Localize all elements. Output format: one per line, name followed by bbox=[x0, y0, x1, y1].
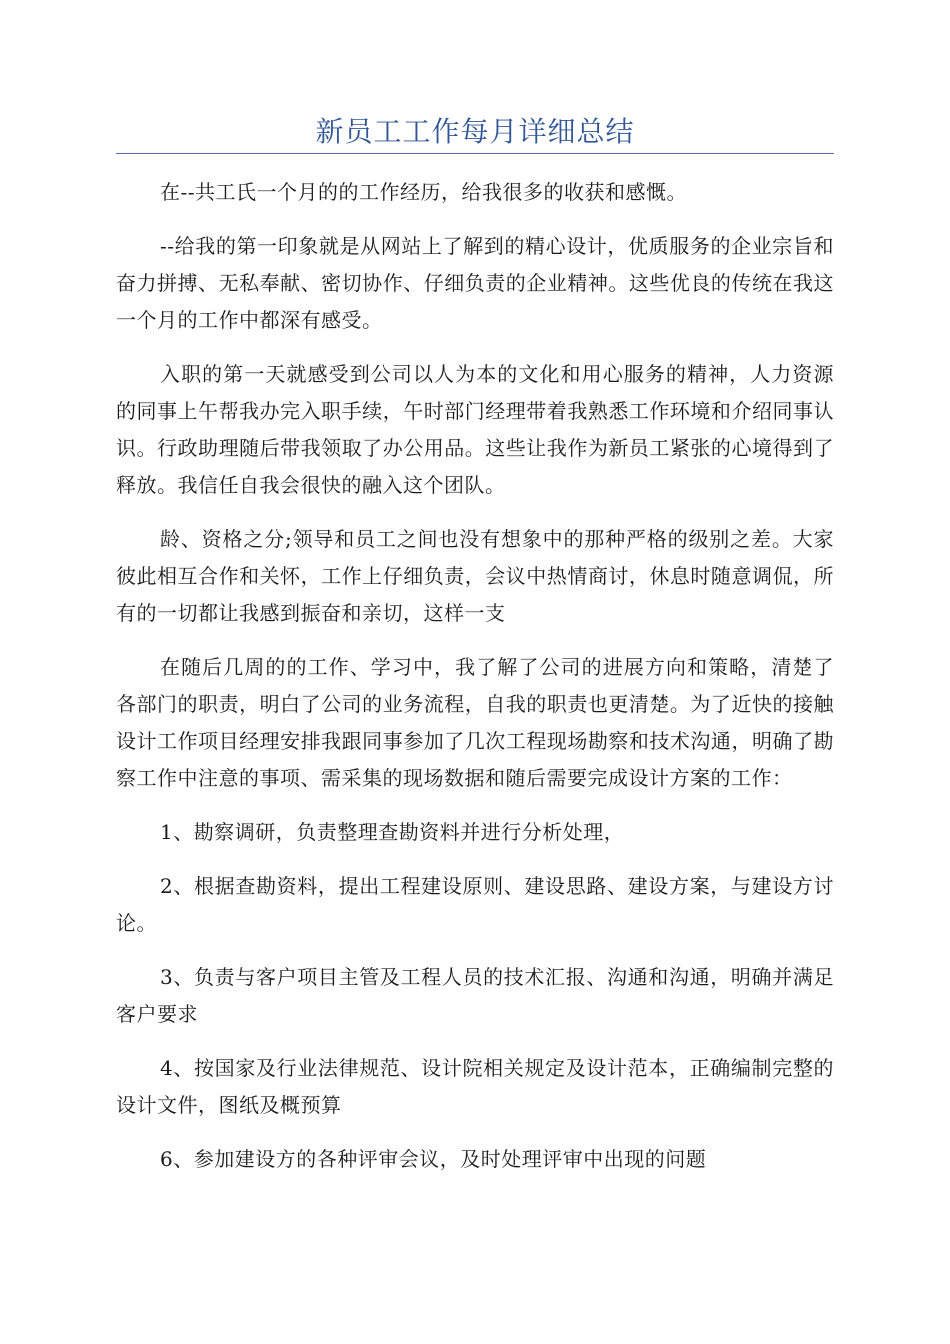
title-underline bbox=[116, 153, 834, 154]
list-item-6: 6、参加建设方的各种评审会议，及时处理评审中出现的问题 bbox=[160, 1147, 707, 1171]
list-item-4: 4、按国家及行业法律规范、设计院相关规定及设计范本，正确编制完整的设计文件，图纸及概预算 bbox=[116, 1056, 834, 1117]
list-item-1: 1、勘察调研，负责整理查勘资料并进行分析处理， bbox=[160, 820, 625, 844]
list-item-3: 3、负责与客户项目主管及工程人员的技术汇报、沟通和沟通，明确并满足客户要求 bbox=[116, 965, 834, 1026]
document-body bbox=[116, 174, 834, 1195]
paragraph-2: --给我的第一印象就是从网站上了解到的精心设计，优质服务的企业宗旨和奋力拼搏、无私奉献、密切协作、仔细负责的企业精神。这些优良的传统在我这一个月的工作中都深有感受。 bbox=[116, 234, 834, 332]
document-title: 新员工工作每月详细总结 bbox=[315, 115, 635, 148]
paragraph-5: 在随后几周的的工作、学习中，我了解了公司的进展方向和策略，清楚了各部门的职责，明白了公司的业务流程，自我的职责也更清楚。为了近快的接触设计工作项目经理安排我跟同事参加了几次工程现场勘察和技术沟通，明确了勘察工作中注意的事项、需采集的现场数据和随后需要完成设计方案的工作： bbox=[116, 655, 834, 790]
paragraph-3: 入职的第一天就感受到公司以人为本的文化和用心服务的精神，人力资源的同事上午帮我办完入职手续，午时部门经理带着我熟悉工作环境和介绍同事认识。行政助理随后带我领取了办公用品。这些让我作为新员工紧张的心境得到了释放。我信任自我会很快的融入这个团队。 bbox=[116, 362, 834, 497]
list-item-2: 2、根据查勘资料，提出工程建设原则、建设思路、建设方案，与建设方讨论。 bbox=[116, 874, 834, 935]
paragraph-1: 在--共工氏一个月的的工作经历，给我很多的收获和感慨。 bbox=[160, 180, 688, 204]
paragraph-4: 龄、资格之分;领导和员工之间也没有想象中的那种严格的级别之差。大家彼此相互合作和关怀，工作上仔细负责，会议中热情商讨，休息时随意调侃，所有的一切都让我感到振奋和亲切，这样一支 bbox=[116, 527, 834, 625]
